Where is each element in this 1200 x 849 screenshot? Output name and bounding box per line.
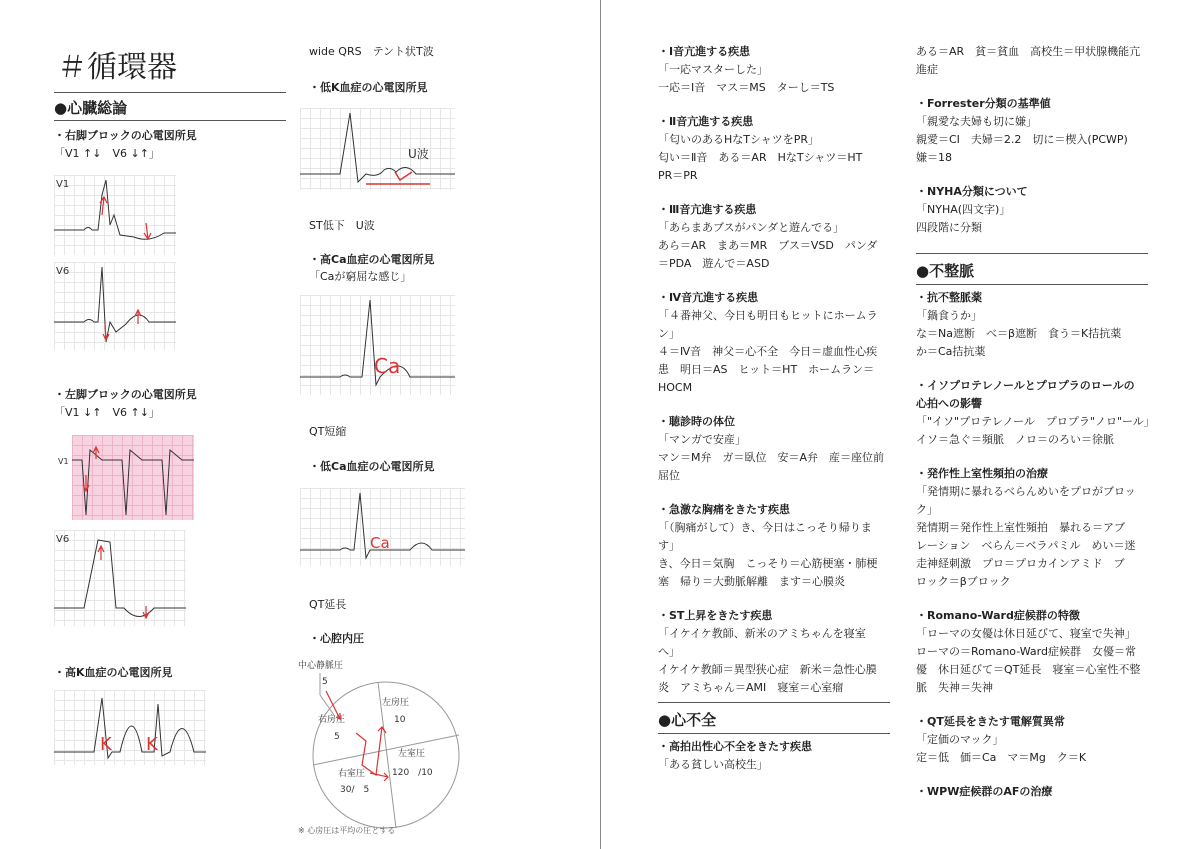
note-line: か＝Ca拮抗薬: [916, 345, 986, 358]
note-line: 「匂いのあるHなTシャツをPR」: [658, 133, 820, 146]
note-line: イケイケ教師＝異型狭心症 新米＝急性心膜: [658, 663, 877, 676]
spacer: [916, 767, 1156, 783]
hypok-ecg: [300, 108, 455, 190]
k-mark-2: K: [146, 734, 158, 755]
qt-long-caption: QT延長: [309, 598, 347, 611]
note-line: 「定価のマック」: [916, 733, 1004, 746]
note-line: 患 明日＝AS ヒット＝HT ホームラン＝: [658, 363, 875, 376]
lead-label-v1-small: V1: [58, 457, 69, 466]
note-line: 「一応マスターした」: [658, 63, 768, 76]
page-divider: [600, 0, 601, 849]
hyperca-ecg: [300, 295, 455, 395]
red-arrow-up: [135, 310, 141, 324]
cvp-value: 5: [322, 677, 328, 687]
rbbb-v6-ecg: [54, 262, 176, 350]
section-heart-failure: ●心不全: [658, 711, 717, 729]
hypoca-ecg: [300, 488, 465, 566]
spacer: [916, 591, 1156, 607]
note-line: ある＝AR 貧＝貧血 高校生＝甲状腺機能亢: [916, 45, 1141, 58]
note-line: 炎 アミちゃん＝AMI 寝室＝心室瘤: [658, 681, 844, 694]
column-3: [658, 43, 894, 697]
note-line: へ」: [658, 645, 680, 658]
note-heading: ・急激な胸痛をきたす疾患: [658, 503, 790, 516]
hypoca-mark: Ca: [370, 534, 390, 552]
note-line: 脈 失神＝失神: [916, 681, 993, 694]
lbbb-v1-ecg: [72, 435, 194, 520]
note-heading: ・高拍出性心不全をきたす疾患: [658, 740, 812, 753]
note-line: マン＝M弁 ガ＝臥位 安＝A弁 産＝座位前: [658, 451, 885, 464]
section-rule-top: [916, 253, 1148, 254]
column-4-top: [916, 43, 1156, 237]
note-line: 塞 帰り＝大動脈解離 ます＝心膜炎: [658, 575, 845, 588]
la-label: 左房圧: [382, 698, 410, 708]
ra-label: 右房圧: [318, 715, 346, 725]
note-line: な＝Na遮断 べ＝β遮断 食う＝K拮抗薬: [916, 327, 1122, 340]
note-heading: ・Romano-Ward症候群の特徴: [916, 609, 1080, 622]
note-line: ン」: [658, 327, 680, 340]
lbbb-mnemonic: 「V1 ↓↑ V6 ↑↓」: [54, 406, 160, 419]
note-line: 「ローマの女優は休日延びて、寝室で失神」: [916, 627, 1136, 640]
lead-label-v1: V1: [56, 179, 70, 190]
cvp-label: 中心静脈圧: [298, 661, 344, 671]
spacer: [916, 449, 1156, 465]
note-heading: ・Ⅳ音亢進する疾患: [658, 291, 759, 304]
red-arrow-up: [98, 546, 104, 560]
note-line: 定＝低 価＝Ca マ＝Mg ク＝K: [916, 751, 1087, 764]
section-rule-bottom: [916, 284, 1148, 285]
spacer: [658, 185, 894, 201]
hypoca-heading: ・低Ca血症の心電図所見: [309, 460, 435, 473]
note-heading: ・NYHA分類について: [916, 185, 1028, 198]
note-line: 嫌＝18: [916, 151, 952, 164]
note-line: ク」: [916, 503, 938, 516]
section-heart-general: ●心臓総論: [54, 99, 128, 117]
spacer: [916, 167, 1156, 183]
note-heading: ・Ⅰ音亢進する疾患: [658, 45, 751, 58]
hyperk-heading: ・高K血症の心電図所見: [54, 666, 173, 679]
section-rule-top: [658, 702, 890, 703]
spacer: [658, 591, 894, 607]
note-line: 「４番神父、今日も明日もヒットにホームラ: [658, 309, 878, 322]
note-heading: ・Ⅱ音亢進する疾患: [658, 115, 754, 128]
note-line: イソ＝急ぐ＝頻脈 ノロ＝のろい＝徐脈: [916, 433, 1114, 446]
note-line: 「親愛な夫婦も切に嫌」: [916, 115, 1037, 128]
la-value: 10: [394, 715, 406, 725]
note-line: 「（胸痛がして）き、今日はこっそり帰りま: [658, 521, 872, 534]
heart-failure-block: [658, 738, 894, 774]
page-title: ＃循環器: [57, 50, 177, 85]
note-line: 「"イソ"プロテレノール プロプラ"ノロ"ール」: [916, 415, 1155, 428]
note-line: あら＝AR まあ＝MR ブス＝VSD パンダ: [658, 239, 878, 252]
qt-short-caption: QT短縮: [309, 425, 347, 438]
note-line: 匂い＝Ⅱ音 ある＝AR HなTシャツ＝HT: [658, 151, 863, 164]
note-line: 四段階に分類: [916, 221, 982, 234]
wide-qrs-caption: wide QRS テント状T波: [309, 45, 434, 58]
section-rule-bottom: [658, 733, 890, 734]
lead-label-v6: V6: [56, 534, 70, 545]
hyperca-mnemonic: 「Caが窮屈な感じ」: [309, 270, 412, 283]
note-heading: ・発作性上室性頻拍の治療: [916, 467, 1048, 480]
note-line: 親愛＝CI 夫婦＝2.2 切に＝楔入(PCWP): [916, 133, 1128, 146]
ra-value: 5: [334, 732, 340, 742]
note-line: 「NYHA(四文字)」: [916, 203, 1011, 216]
spacer: [916, 361, 1156, 377]
lv-label: 左室圧: [398, 749, 426, 759]
lbbb-heading: ・左脚ブロックの心電図所見: [54, 388, 197, 401]
section-arrhythmia: ●不整脈: [916, 262, 975, 280]
note-line: 一応＝Ⅰ音 マス＝MS ターし＝TS: [658, 81, 835, 94]
note-line: 屈位: [658, 469, 680, 482]
note-heading: ・QT延長をきたす電解質異常: [916, 715, 1065, 728]
note-heading: ・ST上昇をきたす疾患: [658, 609, 773, 622]
note-line: 進症: [916, 63, 938, 76]
spacer: [916, 79, 1156, 95]
section-rule-top: [54, 92, 286, 93]
note-line: ＝PDA 遊んで＝ASD: [658, 257, 770, 270]
note-heading: ・Ⅲ音亢進する疾患: [658, 203, 757, 216]
k-mark-1: K: [100, 734, 112, 755]
note-line: 優 休日延びて＝QT延長 寝室＝心室性不整: [916, 663, 1141, 676]
note-line: す」: [658, 539, 680, 552]
spacer: [658, 97, 894, 113]
red-arrow-down: [143, 606, 149, 618]
red-arrow-down: [144, 223, 151, 239]
note-line: ローマの＝Romano-Ward症候群 女優＝常: [916, 645, 1136, 658]
hyperk-ecg: [54, 690, 206, 765]
note-line: 「あらまあブスがパンダと遊んでる」: [658, 221, 845, 234]
hyperca-heading: ・高Ca血症の心電図所見: [309, 253, 435, 266]
st-u-caption: ST低下 U波: [309, 219, 375, 232]
lead-label-v6: V6: [56, 266, 70, 277]
spacer: [658, 397, 894, 413]
lbbb-v6-ecg: [54, 530, 186, 626]
arrhythmia-block: [916, 289, 1156, 801]
note-line: ロック＝βブロック: [916, 575, 1011, 588]
note-line: ４＝Ⅳ音 神父＝心不全 今日＝虚血性心疾: [658, 345, 878, 358]
pressure-diagram: [296, 655, 466, 837]
rbbb-heading: ・右脚ブロックの心電図所見: [54, 129, 197, 142]
note-line: レーション べらん＝ベラパミル めい＝迷: [916, 539, 1136, 552]
note-heading: ・イソプロテレノールとプロプラのロールの: [916, 379, 1135, 392]
lv-value: 120 /10: [392, 768, 433, 778]
rv-value: 30/ 5: [340, 785, 370, 795]
spacer: [658, 485, 894, 501]
note-line: 「マンガで安産」: [658, 433, 746, 446]
pressure-heading: ・心腔内圧: [309, 632, 364, 645]
rv-label: 右室圧: [338, 769, 366, 779]
red-flow-arrow: [370, 773, 388, 781]
note-line: 「イケイケ教師、新米のアミちゃんを寝室: [658, 627, 866, 640]
note-line: 発情期＝発作性上室性頻拍 暴れる＝アブ: [916, 521, 1125, 534]
note-line: PR＝PR: [658, 169, 698, 182]
pressure-note: ※ 心房圧は平均の圧とする: [298, 826, 396, 835]
rbbb-v1-ecg: [54, 175, 176, 255]
u-wave-label: U波: [408, 147, 429, 161]
note-heading: ・聴診時の体位: [658, 415, 735, 428]
note-heading: 心拍への影響: [916, 397, 982, 410]
note-line: 「ある貧しい高校生」: [658, 758, 768, 771]
hypok-heading: ・低K血症の心電図所見: [309, 81, 428, 94]
spacer: [916, 697, 1156, 713]
note-line: 走神経刺激 プロ＝プロカインアミド ブ: [916, 557, 1125, 570]
spacer: [658, 273, 894, 289]
note-line: 「鍋食うか」: [916, 309, 982, 322]
note-line: HOCM: [658, 381, 693, 394]
note-heading: ・WPW症候群のAFの治療: [916, 785, 1053, 798]
note-line: き、今日＝気胸 こっそり＝心筋梗塞・肺梗: [658, 557, 878, 570]
section-rule-bottom: [54, 120, 286, 121]
note-heading: ・Forrester分類の基準値: [916, 97, 1051, 110]
rbbb-mnemonic: 「V1 ↑↓ V6 ↓↑」: [54, 147, 160, 160]
note-line: 「発情期に暴れるべらんめいをプロがブロッ: [916, 485, 1136, 498]
note-heading: ・抗不整脈薬: [916, 291, 982, 304]
ca-mark: Ca: [374, 354, 401, 378]
